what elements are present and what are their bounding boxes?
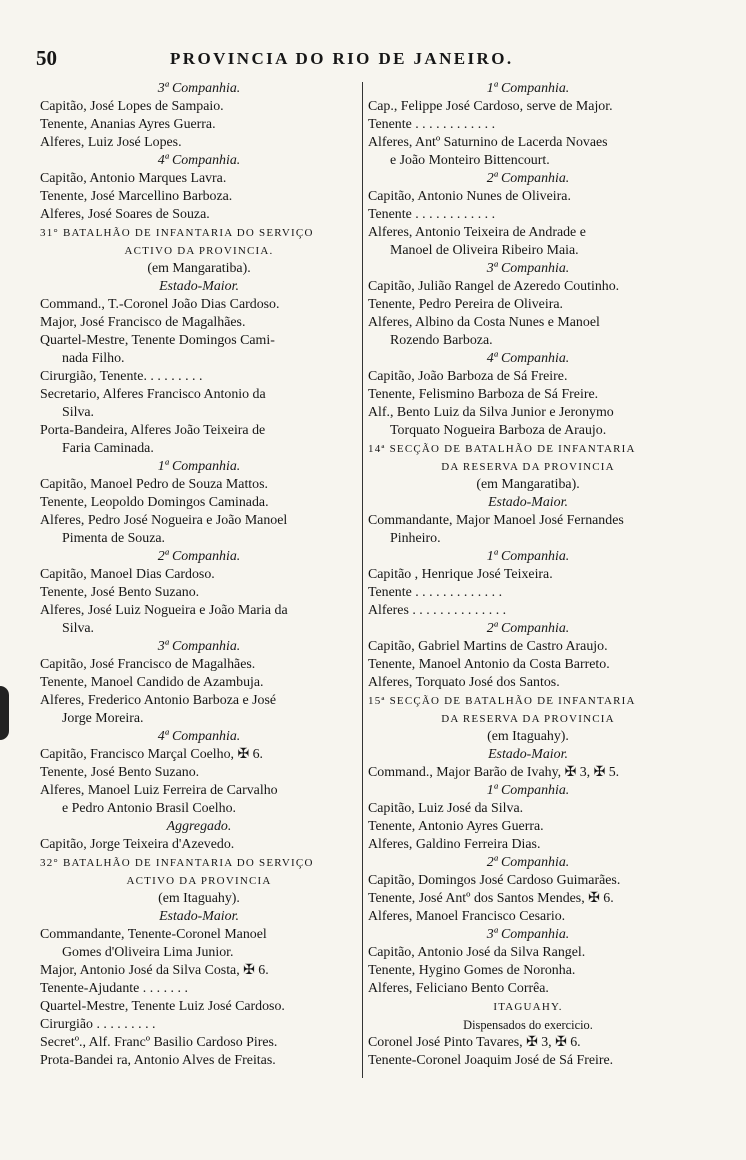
text-line: Estado-Maior. [488, 747, 568, 762]
text-line: Capitão, Manoel Dias Cardoso. [40, 567, 215, 582]
text-line: Estado-Maior. [159, 279, 239, 294]
text-line: Tenente, José Bento Suzano. [40, 765, 200, 780]
text-line: Manoel de Oliveira Ribeiro Maia. [390, 243, 579, 258]
text-line: Capitão, Luiz José da Silva. [368, 801, 524, 816]
text-line: Tenente-Coronel Joaquim José de Sá Freire. [368, 1053, 614, 1068]
text-line: ITAGUAHY. [493, 1001, 563, 1013]
text-line: Capitão, Domingos José Cardoso Guimarães. [368, 873, 621, 888]
text-line: Capitão, Gabriel Martins de Castro Araujo. [368, 639, 608, 654]
text-line: 4ª Companhia. [157, 729, 241, 744]
text-line: Alferes, Manoel Luiz Ferreira de Carvalho [40, 783, 278, 798]
text-line: Tenente, José Bento Suzano. [40, 585, 200, 600]
text-line: 4ª Companhia. [486, 351, 570, 366]
text-line: (em Itaguahy). [487, 729, 569, 744]
text-line: ACTIVO DA PROVINCIA. [124, 245, 274, 257]
text-line: Tenente-Ajudante . . . . . . . [40, 981, 188, 996]
text-line: Prota-Bandei ra, Antonio Alves de Freitas. [40, 1053, 276, 1068]
text-line: Rozendo Barboza. [390, 333, 493, 348]
text-line: Secretario, Alferes Francisco Antonio da [40, 387, 266, 402]
text-line: Capitão, Antonio José da Silva Rangel. [368, 945, 586, 960]
text-line: Tenente, José Antº dos Santos Mendes, ✠ 6. [368, 891, 614, 906]
text-line: Pimenta de Souza. [62, 531, 165, 546]
text-line: Major, José Francisco de Magalhães. [40, 315, 246, 330]
text-line: Alferes, José Soares de Souza. [40, 207, 210, 222]
text-line: Quartel-Mestre, Tenente Luiz José Cardoso. [40, 999, 285, 1014]
text-line: Capitão, João Barboza de Sá Freire. [368, 369, 568, 384]
text-line: e João Monteiro Bittencourt. [390, 153, 550, 168]
page-number: 50 [36, 46, 57, 70]
right-column [368, 80, 688, 1070]
text-line: e Pedro Antonio Brasil Coelho. [62, 801, 237, 816]
text-line: 32° BATALHÃO DE INFANTARIA DO SERVIÇO [40, 857, 314, 869]
text-line: 2ª Companhia. [486, 621, 570, 636]
text-line: Porta-Bandeira, Alferes João Teixeira de [40, 423, 266, 438]
text-line: Capitão, Francisco Marçal Coelho, ✠ 6. [40, 747, 264, 762]
text-line: Alferes, Pedro José Nogueira e João Manoel [40, 513, 288, 528]
text-line: Tenente, José Marcellino Barboza. [40, 189, 233, 204]
text-line: Silva. [62, 621, 95, 636]
text-line: Alferes . . . . . . . . . . . . . . [368, 603, 507, 618]
text-line: Command., Major Barão de Ivahy, ✠ 3, ✠ 5. [368, 765, 620, 780]
text-line: 3ª Companhia. [486, 927, 570, 942]
text-line: Capitão, Julião Rangel de Azeredo Coutinho. [368, 279, 620, 294]
text-line: Alferes, Feliciano Bento Corrêa. [368, 981, 549, 996]
text-line: Jorge Moreira. [62, 711, 144, 726]
text-line: Tenente, Pedro Pereira de Oliveira. [368, 297, 563, 312]
text-line: Alferes, José Luiz Nogueira e João Maria da [40, 603, 288, 618]
text-line: Dispensados do exercicio. [463, 1018, 593, 1032]
text-line: Secretº., Alf. Francº Basilio Cardoso Pires. [40, 1035, 278, 1050]
text-line: Capitão, José Francisco de Magalhães. [40, 657, 256, 672]
text-line: Cirurgião, Tenente. . . . . . . . . [40, 369, 203, 384]
text-line: 3ª Companhia. [157, 81, 241, 96]
text-line: Quartel-Mestre, Tenente Domingos Cami- [40, 333, 275, 348]
text-line: Major, Antonio José da Silva Costa, ✠ 6. [40, 963, 269, 978]
text-line: Tenente . . . . . . . . . . . . . [368, 585, 503, 600]
text-line: Tenente, Manoel Candido de Azambuja. [40, 675, 264, 690]
text-line: Cirurgião . . . . . . . . . [40, 1017, 156, 1032]
text-line: Estado-Maior. [159, 909, 239, 924]
left-column [40, 80, 358, 1070]
text-line: Capitão, Antonio Nunes de Oliveira. [368, 189, 571, 204]
text-line: (em Itaguahy). [158, 891, 240, 906]
text-line: 1ª Companhia. [486, 549, 570, 564]
text-line: Alferes, Antonio Teixeira de Andrade e [368, 225, 586, 240]
text-line: nada Filho. [62, 351, 125, 366]
text-line: Tenente, Leopoldo Domingos Caminada. [40, 495, 269, 510]
text-line: Alferes, Frederico Antonio Barboza e José [40, 693, 277, 708]
text-line: Coronel José Pinto Tavares, ✠ 3, ✠ 6. [368, 1035, 581, 1050]
page-title: PROVINCIA DO RIO DE JANEIRO. [170, 49, 514, 68]
text-line: DA RESERVA DA PROVINCIA [441, 461, 615, 473]
text-line: 3ª Companhia. [486, 261, 570, 276]
text-line: Faria Caminada. [62, 441, 154, 456]
text-line: 2ª Companhia. [486, 171, 570, 186]
text-line: (em Mangaratiba). [147, 261, 251, 276]
text-line: Alf., Bento Luiz da Silva Junior e Jeronymo [368, 405, 614, 420]
text-line: Alferes, Torquato José dos Santos. [368, 675, 560, 690]
text-line: Commandante, Major Manoel José Fernandes [368, 513, 624, 528]
text-line: Alferes, Antº Saturnino de Lacerda Novaes [368, 135, 608, 150]
text-line: Capitão, Antonio Marques Lavra. [40, 171, 227, 186]
text-line: 1ª Companhia. [486, 81, 570, 96]
text-line: Capitão, Manoel Pedro de Souza Mattos. [40, 477, 268, 492]
text-line: Tenente, Antonio Ayres Guerra. [368, 819, 544, 834]
text-line: Commandante, Tenente-Coronel Manoel [40, 927, 267, 942]
text-line: Alferes, Manoel Francisco Cesario. [368, 909, 566, 924]
text-line: 2ª Companhia. [157, 549, 241, 564]
text-line: Pinheiro. [390, 531, 441, 546]
text-line: Tenente, Manoel Antonio da Costa Barreto. [368, 657, 610, 672]
text-line: 2ª Companhia. [486, 855, 570, 870]
text-line: Tenente, Hygino Gomes de Noronha. [368, 963, 576, 978]
text-line: Aggregado. [166, 819, 232, 834]
text-line: Alferes, Albino da Costa Nunes e Manoel [368, 315, 600, 330]
text-line: Capitão, Jorge Teixeira d'Azevedo. [40, 837, 235, 852]
text-line: Tenente . . . . . . . . . . . . [368, 207, 496, 222]
margin-ink-mark [0, 686, 9, 740]
text-line: Silva. [62, 405, 95, 420]
text-line: Capitão, José Lopes de Sampaio. [40, 99, 224, 114]
text-line: Alferes, Galdino Ferreira Dias. [368, 837, 541, 852]
text-line: 4ª Companhia. [157, 153, 241, 168]
text-line: Tenente . . . . . . . . . . . . [368, 117, 496, 132]
text-line: 14ª SECÇÃO DE BATALHÃO DE INFANTARIA [368, 443, 636, 455]
text-line: 1ª Companhia. [486, 783, 570, 798]
text-line: Torquato Nogueira Barboza de Araujo. [390, 423, 607, 438]
page-header [36, 46, 726, 76]
text-line: Estado-Maior. [488, 495, 568, 510]
text-line: 1ª Companhia. [157, 459, 241, 474]
text-line: Tenente, Felismino Barboza de Sá Freire. [368, 387, 599, 402]
column-divider [362, 82, 363, 1078]
text-line: 3ª Companhia. [157, 639, 241, 654]
text-line: Command., T.-Coronel João Dias Cardoso. [40, 297, 280, 312]
text-line: DA RESERVA DA PROVINCIA [441, 713, 615, 725]
text-line: Capitão , Henrique José Teixeira. [368, 567, 553, 582]
text-line: Alferes, Luiz José Lopes. [40, 135, 182, 150]
text-line: 15ª SECÇÃO DE BATALHÃO DE INFANTARIA [368, 695, 636, 707]
text-line: ACTIVO DA PROVINCIA [126, 875, 272, 887]
text-line: 31° BATALHÃO DE INFANTARIA DO SERVIÇO [40, 227, 314, 239]
text-line: Gomes d'Oliveira Lima Junior. [62, 945, 234, 960]
text-line: (em Mangaratiba). [476, 477, 580, 492]
text-line: Tenente, Ananias Ayres Guerra. [40, 117, 216, 132]
text-line: Cap., Felippe José Cardoso, serve de Major. [368, 99, 613, 114]
